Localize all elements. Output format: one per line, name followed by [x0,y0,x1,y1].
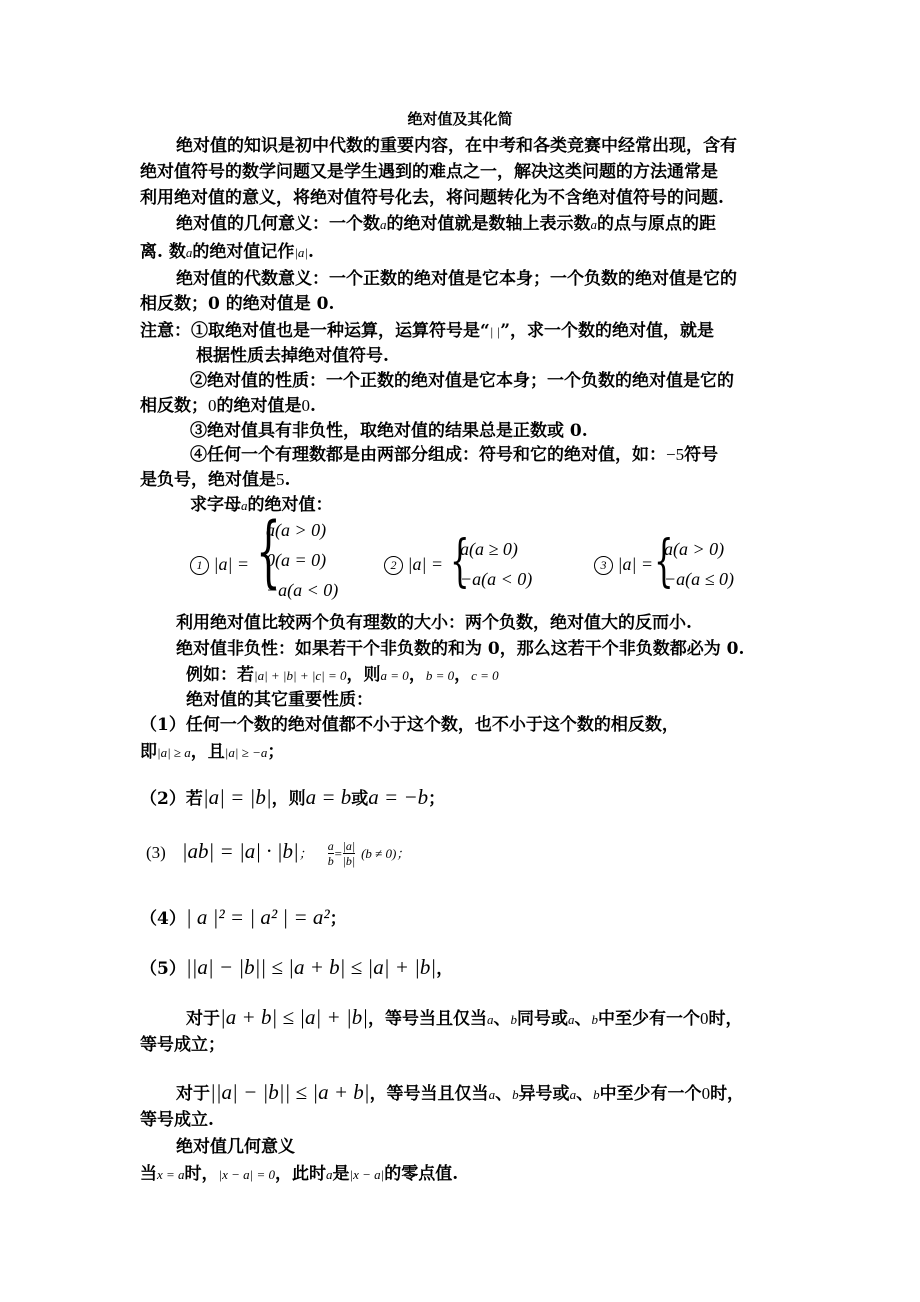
algebraic-meaning-line-2: 相反数；0 的绝对值是 0. [140,294,335,314]
left-brace: { [654,529,674,594]
property-1-line-2: 即|a| ≥ a，且|a| ≥ −a； [140,742,285,762]
note-line-1: 注意：①取绝对值也是一种运算，运算符号是“| |”，求一个数的绝对值，就是 [140,321,714,341]
compare-negatives: 利用绝对值比较两个负有理数的大小：两个负数，绝对值大的反而小. [176,613,692,633]
circled-number: 1 [190,556,209,575]
letter-abs-heading: 求字母a的绝对值： [190,495,333,515]
case-formula-1: 1 |a| = { a(a > 0) 0(a = 0) −a(a < 0) [190,515,370,605]
left-brace: { [450,529,470,594]
fraction-abs-a-over-abs-b: $\frac{|a|}{|b|}$ [342,839,356,868]
math-abs-a: |a| [294,245,308,260]
math-var: a [380,217,387,232]
intro-line-2: 绝对值符号的数学问题又是学生遇到的难点之一，解决这类问题的方法通常是 [140,162,718,182]
non-negativity: 绝对值非负性：如果若干个非负数的和为 0，那么这若干个非负数都必为 0. [176,639,745,659]
intro-line-3: 利用绝对值的意义，将绝对值符号化去，将问题转化为不含绝对值符号的问题. [140,188,724,208]
math-var: a [590,217,597,232]
circled-number: 2 [384,556,403,575]
property-1-line-1: （1）任何一个数的绝对值都不小于这个数，也不小于这个数的相反数， [140,715,679,735]
equality-condition-a-line-2: 等号成立； [140,1035,225,1055]
property-5: （5）||a| − |b|| ≤ |a + b| ≤ |a| + |b|， [140,955,454,979]
property-3: (3) |ab| = |a| · |b|； $\frac{a}{b}$ = $\frac{|a|}{|b|}$ (b ≠ 0)； [146,839,410,868]
note-line-5: ③绝对值具有非负性，取绝对值的结果总是正数或 0. [190,421,588,441]
case-formula-3: 3 |a| = { a(a > 0) −a(a ≤ 0) [594,535,774,595]
math-var: a [185,245,193,260]
note-line-7: 是负号，绝对值是5. [140,470,291,490]
intro-line-1: 绝对值的知识是初中代数的重要内容，在中考和各类竞赛中经常出现，含有 [176,136,737,156]
equality-condition-b-line-1: 对于||a| − |b|| ≤ |a + b|，等号当且仅当a、b异号或a、b中至少有一个0时， [176,1080,745,1104]
other-properties-heading: 绝对值的其它重要性质： [186,690,373,710]
equality-condition-a-line-1: 对于|a + b| ≤ |a| + |b|，等号当且仅当a、b同号或a、b中至少有一个0时， [186,1005,743,1029]
document-title: 绝对值及其化简 [407,110,513,128]
geometric-meaning-heading: 绝对值几何意义 [176,1137,295,1157]
note-line-4: 相反数；0的绝对值是0. [140,396,316,416]
zero-point-line: 当x = a时，|x − a| = 0，此时a是|x − a|的零点值. [140,1164,459,1184]
math-bars: | | [489,324,501,339]
property-2: （2）若|a| = |b|，则a = b或a = −b； [140,785,446,809]
left-brace: { [256,507,281,597]
circled-number: 3 [594,556,613,575]
fraction-a-over-b: $\frac{a}{b}$ [327,839,334,868]
algebraic-meaning-line-1: 绝对值的代数意义：一个正数的绝对值是它本身；一个负数的绝对值是它的 [176,269,737,289]
note-line-2: 根据性质去掉绝对值符号. [196,346,389,366]
note-line-3: ②绝对值的性质：一个正数的绝对值是它本身；一个负数的绝对值是它的 [190,371,734,391]
equality-condition-b-line-2: 等号成立. [140,1110,214,1130]
property-4: （4）| a |² = | a² | = a²； [140,905,347,929]
case-formula-2: 2 |a| = { a(a ≥ 0) −a(a < 0) [384,535,564,595]
geometric-meaning-line-1: 绝对值的几何意义：一个数a的绝对值就是数轴上表示数a的点与原点的距 [176,214,716,234]
geometric-meaning-line-2: 离. 数a的绝对值记作|a|. [140,242,314,262]
example-line: 例如：若|a| + |b| + |c| = 0，则a = 0，b = 0，c = 0 [186,665,499,685]
note-line-6: ④任何一个有理数都是由两部分组成：符号和它的绝对值，如：−5符号 [190,445,719,465]
